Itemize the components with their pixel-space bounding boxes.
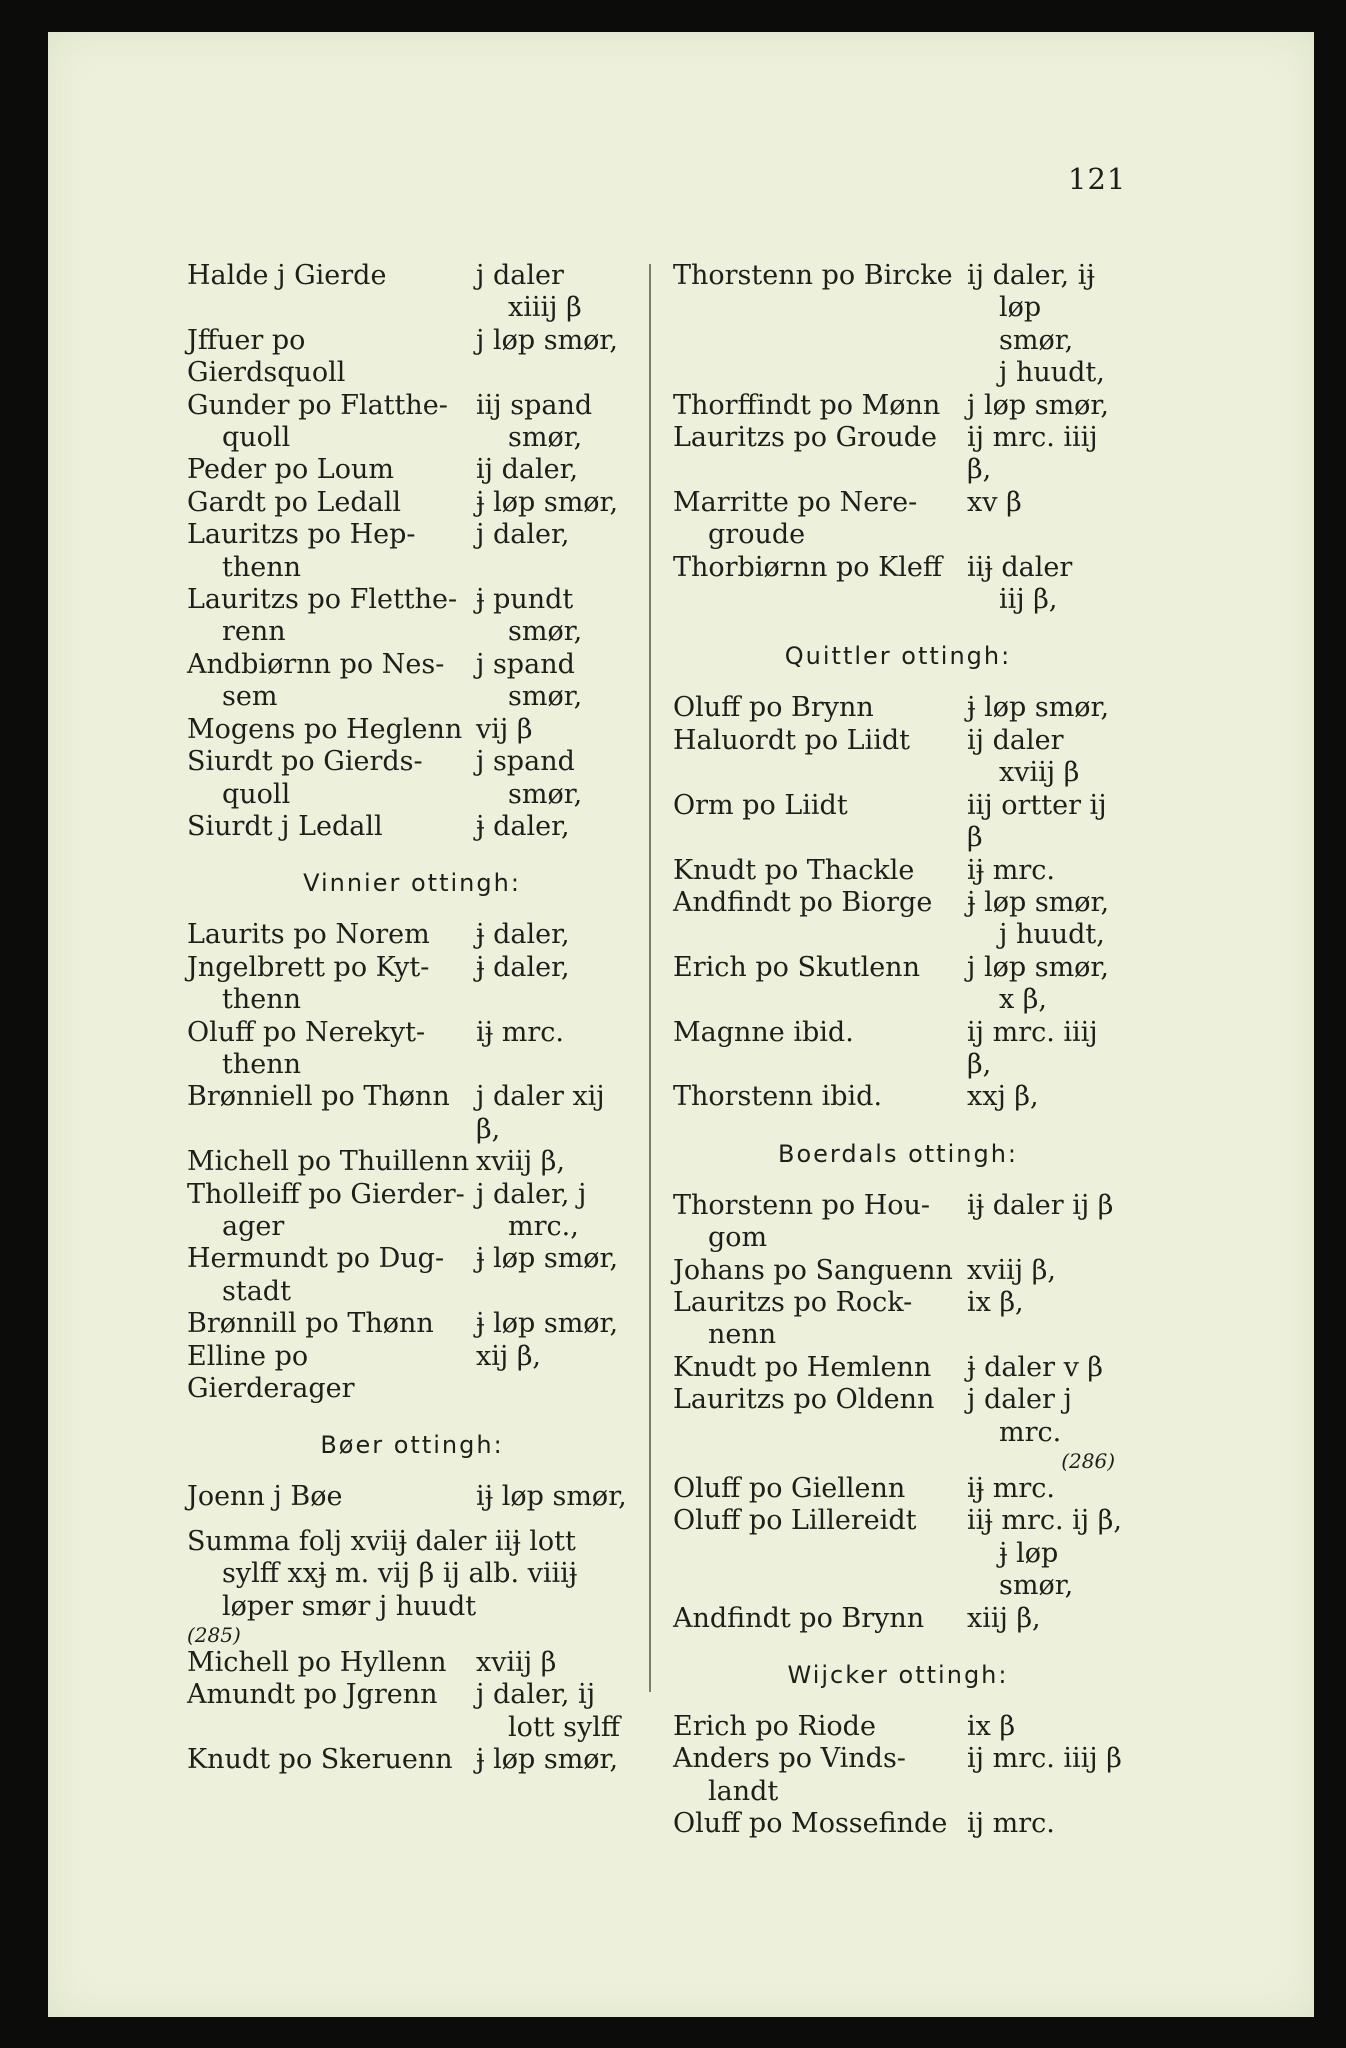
entry-amount xyxy=(963,1711,1123,1743)
entry-amount xyxy=(472,811,637,843)
entry-name-continuation: groude xyxy=(708,519,806,551)
footnote-285: (285) xyxy=(187,1623,241,1648)
entry-amount xyxy=(472,325,637,390)
ledger-entry xyxy=(673,1711,1123,1743)
entry-name-text: Jffuer po Gierdsquoll xyxy=(187,324,346,389)
ledger-entry xyxy=(187,1481,637,1513)
entry-amount-continuation: ɉ løp xyxy=(999,1537,1059,1569)
ledger-entry xyxy=(187,649,637,714)
entry-amount-text: ɉ daler v β xyxy=(967,1351,1104,1383)
entry-name xyxy=(673,887,963,952)
entry-amount-continuation: j huudt, xyxy=(999,357,1105,389)
entry-name-continuation: quoll xyxy=(222,778,291,810)
ledger-entry xyxy=(187,519,637,584)
entry-name-text: Oluff po Nerekyt- xyxy=(187,1016,426,1048)
entry-name xyxy=(673,487,963,552)
entry-name xyxy=(673,1017,963,1082)
entry-name-text: Lauritzs po Fletthe- xyxy=(187,584,458,616)
ledger-entry xyxy=(187,325,637,390)
left-block-3 xyxy=(187,1481,637,1513)
entry-name-text: Lauritzs po Oldenn xyxy=(673,1384,935,1416)
entry-amount xyxy=(963,1505,1123,1602)
entry-amount xyxy=(472,260,637,325)
entry-amount-text: iɉ mrc. xyxy=(476,1016,564,1048)
entry-name xyxy=(673,1287,963,1352)
entry-amount-text: j løp smør, xyxy=(967,389,1109,421)
entry-amount xyxy=(472,390,637,455)
entry-name-text: Oluff po Brynn xyxy=(673,692,874,724)
entry-name-text: Thorstenn po Bircke xyxy=(673,260,953,291)
entry-name xyxy=(187,1081,472,1146)
entry-amount-text: iɉ mrc. xyxy=(967,1473,1055,1504)
ledger-entry xyxy=(673,1081,1123,1113)
entry-amount xyxy=(963,1287,1123,1352)
entry-amount-continuation: smør, xyxy=(508,681,583,713)
entry-name-text: Michell po Hyllenn xyxy=(187,1647,447,1679)
entry-amount xyxy=(472,487,637,519)
entry-amount xyxy=(963,260,1123,390)
entry-name-text: Oluff po Mossefinde xyxy=(673,1808,948,1840)
entry-name xyxy=(673,1384,963,1449)
entry-name-continuation: thenn xyxy=(222,1048,301,1080)
entry-name-text: Andfindt po Biorge xyxy=(673,886,933,918)
page-number: 121 xyxy=(1068,162,1127,196)
ledger-entry xyxy=(673,725,1123,790)
entry-amount xyxy=(963,1190,1123,1255)
ledger-entry xyxy=(187,952,637,1017)
entry-amount xyxy=(472,1647,637,1679)
entry-name-text: Brønnill po Thønn xyxy=(187,1308,434,1340)
summa-line-1: Summa folj xviiɉ daler iiɉ lott xyxy=(187,1525,576,1557)
entry-name xyxy=(187,519,472,584)
entry-name-text: Thorffindt po Mønn xyxy=(673,389,941,421)
entry-amount-continuation: smør, xyxy=(508,616,583,648)
ledger-entry xyxy=(673,1255,1123,1287)
entry-name-text: Brønniell po Thønn xyxy=(187,1081,450,1113)
entry-amount xyxy=(472,454,637,486)
ledger-entry xyxy=(187,746,637,811)
entry-name-continuation: nenn xyxy=(708,1319,777,1351)
entry-amount xyxy=(963,692,1123,724)
ledger-entry xyxy=(673,1017,1123,1082)
entry-name-continuation: sem xyxy=(222,681,278,713)
ledger-entry xyxy=(673,552,1123,617)
entry-name xyxy=(187,1679,472,1744)
entry-name xyxy=(187,1744,472,1776)
ledger-entry xyxy=(673,390,1123,422)
entry-amount-continuation: løp smør, xyxy=(999,292,1074,356)
entry-name-text: Anders po Vinds- xyxy=(673,1743,906,1775)
entry-amount xyxy=(963,790,1123,855)
entry-amount xyxy=(472,1081,637,1146)
entry-name-text: Magnne ibid. xyxy=(673,1016,854,1048)
entry-amount xyxy=(472,584,637,649)
entry-name xyxy=(187,811,472,843)
entry-name xyxy=(187,1146,472,1178)
entry-amount-text: j daler, ij xyxy=(476,1679,596,1711)
entry-name-text: Thorstenn ibid. xyxy=(673,1081,883,1113)
entry-amount xyxy=(963,487,1123,552)
entry-amount xyxy=(963,725,1123,790)
entry-amount-text: ij mrc. iiij β xyxy=(967,1743,1122,1775)
entry-name-text: Oluff po Lillereidt xyxy=(673,1505,917,1537)
entry-amount xyxy=(963,422,1123,487)
entry-amount-text: ɉ daler, xyxy=(476,919,570,951)
ledger-entry xyxy=(673,1808,1123,1840)
entry-amount xyxy=(472,649,637,714)
entry-amount xyxy=(963,1255,1123,1287)
entry-name xyxy=(187,649,472,714)
entry-name-text: Hermundt po Dug- xyxy=(187,1243,445,1275)
entry-name xyxy=(187,746,472,811)
entry-name-text: Oluff po Giellenn xyxy=(673,1473,906,1504)
entry-amount-text: iij spand xyxy=(476,389,593,421)
ledger-entry xyxy=(187,1017,637,1082)
entry-amount-text: j daler, xyxy=(476,519,570,551)
entry-amount-text: j daler xij β, xyxy=(476,1081,605,1145)
entry-amount xyxy=(472,952,637,1017)
entry-amount-text: xv β xyxy=(967,486,1022,518)
entry-amount-text: ij daler xyxy=(967,724,1064,756)
left-block-1 xyxy=(187,260,637,843)
entry-name xyxy=(187,1243,472,1308)
entry-name-text: Gunder po Flatthe- xyxy=(187,389,448,421)
section-heading-quittler: Quittler ottingh: xyxy=(784,642,1012,671)
ledger-entry xyxy=(673,1473,1123,1505)
ledger-entry xyxy=(187,390,637,455)
entry-name xyxy=(187,714,472,746)
ledger-entry xyxy=(673,1505,1123,1602)
entry-amount-continuation: smør, xyxy=(508,422,583,454)
ledger-entry xyxy=(187,487,637,519)
entry-amount-continuation: mrc. xyxy=(999,1416,1062,1448)
entry-name xyxy=(673,1743,963,1808)
entry-amount xyxy=(963,1473,1123,1505)
ledger-entry xyxy=(187,1081,637,1146)
entry-name xyxy=(187,1017,472,1082)
entry-amount-text: ij daler, iɉ xyxy=(967,260,1095,291)
ledger-entry xyxy=(187,260,637,325)
entry-amount xyxy=(472,1308,637,1340)
entry-amount-continuation: j huudt, xyxy=(999,919,1105,951)
entry-name xyxy=(673,725,963,790)
entry-name xyxy=(187,325,472,390)
section-heading-vinnier: Vinnier ottingh: xyxy=(303,869,521,898)
entry-name-text: Johans po Sanguenn xyxy=(673,1254,953,1286)
entry-amount-text: xxj β, xyxy=(967,1081,1039,1113)
ledger-entry xyxy=(187,811,637,843)
entry-amount-text: xviij β, xyxy=(967,1254,1056,1286)
ledger-entry xyxy=(673,952,1123,1017)
entry-name-text: Thorstenn po Hou- xyxy=(673,1189,931,1221)
ledger-entry xyxy=(187,454,637,486)
ledger-entry xyxy=(673,1190,1123,1255)
entry-amount-text: j daler, j xyxy=(476,1178,587,1210)
entry-name-text: Thorbiørnn po Kleff xyxy=(673,551,943,583)
entry-name xyxy=(187,584,472,649)
entry-amount-text: ɉ pundt xyxy=(476,584,574,616)
entry-name xyxy=(187,487,472,519)
ledger-entry xyxy=(187,1679,637,1744)
entry-amount-text: ɉ daler, xyxy=(476,810,570,842)
entry-name xyxy=(187,1308,472,1340)
entry-amount-text: xij β, xyxy=(476,1340,542,1372)
entry-amount xyxy=(472,714,637,746)
entry-amount xyxy=(963,552,1123,617)
entry-name xyxy=(673,855,963,887)
entry-name-text: Joenn j Bøe xyxy=(187,1481,343,1513)
entry-name xyxy=(187,1481,472,1513)
ledger-entry xyxy=(673,1603,1123,1635)
entry-name xyxy=(673,1808,963,1840)
ledger-entry xyxy=(187,1243,637,1308)
ledger-entry xyxy=(673,487,1123,552)
ledger-entry xyxy=(187,1308,637,1340)
ledger-entry xyxy=(187,1647,637,1679)
entry-amount xyxy=(963,1808,1123,1840)
entry-amount-continuation: xiiij β xyxy=(508,292,582,324)
entry-name-text: Orm po Liidt xyxy=(673,789,848,821)
entry-amount xyxy=(472,519,637,584)
entry-name-text: Lauritzs po Hep- xyxy=(187,519,416,551)
entry-amount xyxy=(963,952,1123,1017)
entry-name xyxy=(187,1179,472,1244)
entry-amount-text: iiɉ daler xyxy=(967,551,1073,583)
entry-amount-text: ɉ løp smør, xyxy=(476,486,619,518)
entry-amount-text: j løp smør, xyxy=(476,324,618,356)
entry-amount xyxy=(963,1384,1123,1449)
entry-name-text: Haluordt po Liidt xyxy=(673,724,911,756)
entry-amount-continuation: smør, xyxy=(999,1570,1074,1602)
entry-amount-text: j løp smør, xyxy=(967,951,1109,983)
entry-name xyxy=(673,422,963,487)
entry-name-continuation: landt xyxy=(708,1775,779,1807)
entry-name-text: Siurdt po Gierds- xyxy=(187,746,423,778)
entry-name xyxy=(673,1505,963,1602)
entry-amount-text: j spand xyxy=(476,648,575,680)
entry-amount xyxy=(963,1743,1123,1808)
entry-amount xyxy=(963,887,1123,952)
entry-name-text: Knudt po Skeruenn xyxy=(187,1744,453,1776)
ledger-entry xyxy=(187,584,637,649)
right-block-4 xyxy=(673,1473,1123,1635)
entry-amount xyxy=(963,1081,1123,1113)
ledger-entry xyxy=(673,790,1123,855)
entry-name xyxy=(673,390,963,422)
column-divider xyxy=(649,264,651,1692)
entry-amount-text: xviij β xyxy=(476,1647,557,1679)
right-block-5 xyxy=(673,1711,1123,1841)
ledger-entry xyxy=(673,260,1123,390)
ledger-entry xyxy=(673,887,1123,952)
entry-amount xyxy=(472,1744,637,1776)
entry-amount-text: vij β xyxy=(476,713,533,745)
entry-amount-continuation: mrc., xyxy=(508,1210,579,1242)
entry-name-continuation: gom xyxy=(708,1222,768,1254)
entry-name xyxy=(673,260,963,390)
entry-name-text: Siurdt j Ledall xyxy=(187,810,383,842)
entry-name-continuation: renn xyxy=(222,616,286,648)
entry-name xyxy=(673,1603,963,1635)
entry-name-text: Marritte po Nere- xyxy=(673,486,918,518)
entry-amount-text: ɉ løp smør, xyxy=(476,1744,619,1776)
entry-name-text: Laurits po Norem xyxy=(187,919,430,951)
entry-amount-text: j spand xyxy=(476,746,575,778)
entry-name xyxy=(187,390,472,455)
entry-name xyxy=(673,1711,963,1743)
ledger-entry xyxy=(187,1744,637,1776)
entry-name-text: Halde j Gierde xyxy=(187,260,387,291)
right-block-2 xyxy=(673,692,1123,1113)
entry-amount xyxy=(963,390,1123,422)
entry-name-text: Knudt po Thackle xyxy=(673,854,915,886)
entry-amount-continuation: iij β, xyxy=(999,584,1058,616)
entry-name xyxy=(673,1255,963,1287)
entry-name xyxy=(673,952,963,1017)
book-page xyxy=(48,32,1314,2017)
entry-name-continuation: thenn xyxy=(222,551,301,583)
entry-name xyxy=(187,1647,472,1679)
entry-amount xyxy=(472,1341,637,1406)
entry-amount-text: ij daler, xyxy=(476,454,579,486)
entry-amount xyxy=(963,1352,1123,1384)
ledger-entry xyxy=(673,422,1123,487)
section-heading-wijcker: Wijcker ottingh: xyxy=(787,1661,1009,1690)
entry-name xyxy=(673,790,963,855)
entry-amount-text: iij ortter ij β xyxy=(967,789,1107,854)
left-column xyxy=(187,260,637,1777)
entry-name-continuation: thenn xyxy=(222,984,301,1016)
ledger-entry xyxy=(673,692,1123,724)
entry-amount-text: xviij β, xyxy=(476,1146,565,1178)
entry-amount-text: ix β, xyxy=(967,1286,1024,1318)
entry-name-text: Elline po Gierderager xyxy=(187,1340,355,1404)
entry-amount xyxy=(472,1146,637,1178)
entry-amount xyxy=(963,1603,1123,1635)
entry-name-text: Erich po Riode xyxy=(673,1711,876,1743)
entry-amount-text: iɉ løp smør, xyxy=(476,1481,627,1513)
ledger-entry xyxy=(673,1384,1123,1449)
entry-amount-continuation: x β, xyxy=(999,984,1048,1016)
entry-amount-continuation: xviij β xyxy=(999,757,1080,789)
entry-amount-text: ɉ løp smør, xyxy=(476,1243,619,1275)
entry-amount xyxy=(472,919,637,951)
footnote-286: (286) xyxy=(1061,1449,1115,1473)
ledger-entry xyxy=(673,1287,1123,1352)
entry-name xyxy=(673,552,963,617)
entry-amount-text: ix β xyxy=(967,1711,1016,1743)
entry-amount xyxy=(472,1481,637,1513)
left-block-2 xyxy=(187,919,637,1405)
entry-name-text: Peder po Loum xyxy=(187,454,394,486)
right-column xyxy=(673,260,1123,1841)
summa-paragraph xyxy=(187,1526,637,1623)
entry-amount-text: ɉ daler, xyxy=(476,951,570,983)
entry-name-text: Andfindt po Brynn xyxy=(673,1602,925,1634)
ledger-entry xyxy=(673,1743,1123,1808)
entry-name xyxy=(673,1473,963,1505)
entry-amount-text: ij mrc. iiij β, xyxy=(967,422,1098,486)
right-block-1 xyxy=(673,260,1123,616)
entry-name xyxy=(673,1352,963,1384)
entry-name xyxy=(673,1081,963,1113)
entry-amount-text: xiij β, xyxy=(967,1602,1041,1634)
entry-name-text: Tholleiff po Gierder- xyxy=(187,1178,465,1210)
ledger-entry xyxy=(187,1179,637,1244)
section-heading-boer: Bøer ottingh: xyxy=(320,1431,504,1460)
ledger-entry xyxy=(187,1146,637,1178)
entry-amount-text: iɉ mrc. xyxy=(967,854,1055,886)
entry-amount-text: ij mrc. xyxy=(967,1808,1055,1840)
entry-amount xyxy=(472,746,637,811)
entry-name-text: Amundt po Jgrenn xyxy=(187,1679,438,1711)
entry-name-text: Lauritzs po Rock- xyxy=(673,1286,913,1318)
entry-amount-continuation: lott sylff xyxy=(508,1711,621,1743)
entry-amount-text: ɉ løp smør, xyxy=(967,692,1110,724)
entry-amount-continuation: smør, xyxy=(508,778,583,810)
ledger-entry xyxy=(187,1341,637,1406)
entry-name xyxy=(187,919,472,951)
entry-amount-text: j daler j xyxy=(967,1384,1072,1416)
entry-amount-text: ij mrc. iiij β, xyxy=(967,1016,1098,1080)
entry-name-text: Lauritzs po Groude xyxy=(673,422,937,454)
entry-amount-text: ɉ løp smør, xyxy=(967,886,1110,918)
ledger-entry xyxy=(187,714,637,746)
summa-line-3: løper smør j huudt xyxy=(222,1590,477,1622)
entry-amount-text: iiɉ mrc. ij β, xyxy=(967,1505,1122,1537)
entry-amount xyxy=(963,1017,1123,1082)
ledger-entry xyxy=(673,855,1123,887)
entry-name-continuation: stadt xyxy=(222,1275,291,1307)
entry-name xyxy=(187,260,472,325)
entry-name-continuation: ager xyxy=(222,1210,285,1242)
ledger-entry xyxy=(673,1352,1123,1384)
entry-amount xyxy=(472,1679,637,1744)
entry-name-text: Knudt po Hemlenn xyxy=(673,1351,932,1383)
entry-name-text: Jngelbrett po Kyt- xyxy=(187,951,430,983)
left-block-4 xyxy=(187,1647,637,1777)
entry-amount xyxy=(472,1243,637,1308)
right-block-3 xyxy=(673,1190,1123,1449)
entry-name xyxy=(673,1190,963,1255)
entry-amount-text: j daler xyxy=(476,260,564,291)
entry-name xyxy=(673,692,963,724)
entry-name xyxy=(187,454,472,486)
section-heading-boerdals: Boerdals ottingh: xyxy=(777,1139,1018,1168)
entry-name-text: Mogens po Heglenn xyxy=(187,713,463,745)
ledger-entry xyxy=(187,919,637,951)
entry-name-text: Gardt po Ledall xyxy=(187,486,401,518)
entry-amount xyxy=(963,855,1123,887)
entry-amount-text: ɉ løp smør, xyxy=(476,1308,619,1340)
entry-name xyxy=(187,952,472,1017)
entry-name-text: Andbiørnn po Nes- xyxy=(187,648,445,680)
entry-amount xyxy=(472,1017,637,1082)
entry-amount-text: iɉ daler ij β xyxy=(967,1189,1114,1221)
entry-name-continuation: quoll xyxy=(222,422,291,454)
entry-name-text: Erich po Skutlenn xyxy=(673,951,920,983)
summa-line-2: sylff xxɉ m. vij β ij alb. viiiɉ xyxy=(222,1558,578,1590)
entry-name-text: Michell po Thuillenn xyxy=(187,1146,470,1178)
entry-amount xyxy=(472,1179,637,1244)
entry-name xyxy=(187,1341,472,1406)
